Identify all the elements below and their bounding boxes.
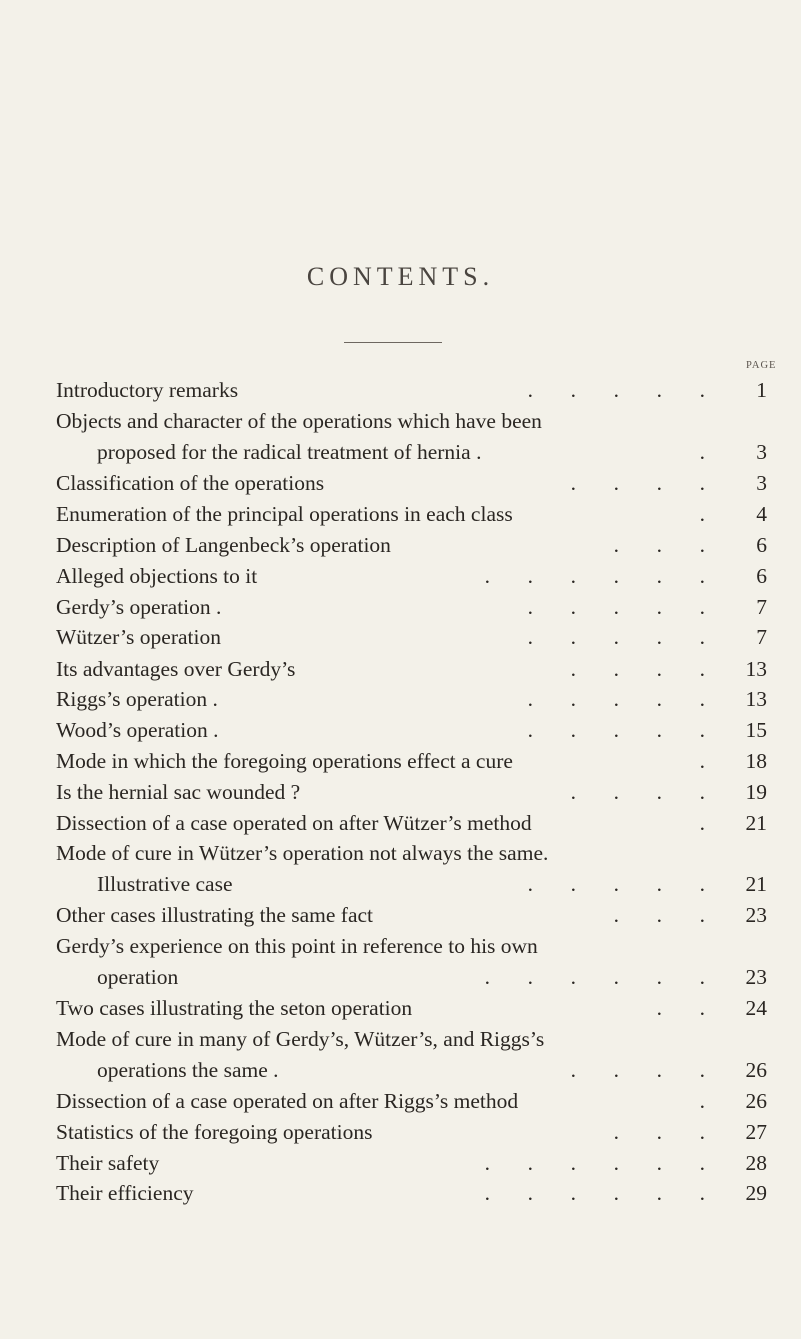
toc-leader-dots: . . . . . . bbox=[484, 965, 705, 989]
toc-leader-dots: . . . . bbox=[570, 657, 705, 681]
toc-entry-title: Alleged objections to it bbox=[56, 564, 258, 588]
toc-entry-title: Mode in which the foregoing operations effect a cure bbox=[56, 749, 513, 773]
toc-page-number: 7 bbox=[756, 595, 767, 619]
toc-page-number: 7 bbox=[756, 625, 767, 649]
toc-entry-title: Mode of cure in Wützer’s operation not always the same. bbox=[56, 841, 549, 865]
toc-page-number: 27 bbox=[745, 1120, 767, 1144]
toc-entry-title: Illustrative case bbox=[97, 872, 233, 896]
toc-page-number: 3 bbox=[756, 471, 767, 495]
toc-entry bbox=[0, 467, 801, 499]
toc-page-number: 19 bbox=[745, 780, 767, 804]
toc-entry bbox=[0, 529, 801, 561]
toc-leader-dots: . . . . . . bbox=[484, 1151, 705, 1175]
toc-entry-title: Description of Langenbeck’s operation bbox=[56, 533, 391, 557]
toc-page-number: 29 bbox=[745, 1181, 767, 1205]
toc-page-number: 13 bbox=[745, 687, 767, 711]
toc-page-number: 6 bbox=[756, 533, 767, 557]
toc-page-number: 26 bbox=[745, 1089, 767, 1113]
toc-entry bbox=[0, 560, 801, 592]
toc-leader-dots: . bbox=[699, 749, 705, 773]
toc-entry bbox=[0, 930, 801, 962]
toc-page-number: 28 bbox=[745, 1151, 767, 1175]
title-rule bbox=[344, 342, 442, 343]
toc-entry-title: Their safety bbox=[56, 1151, 160, 1175]
toc-entry bbox=[0, 807, 801, 839]
toc-entry-title: Wützer’s operation bbox=[56, 625, 221, 649]
toc-page-number: 21 bbox=[745, 811, 767, 835]
toc-page-number: 26 bbox=[745, 1058, 767, 1082]
toc-entry bbox=[0, 374, 801, 406]
toc-leader-dots: . . bbox=[656, 996, 705, 1020]
toc-entry bbox=[0, 961, 801, 993]
toc-page-number: 4 bbox=[756, 502, 767, 526]
toc-page-number: 3 bbox=[756, 440, 767, 464]
toc-leader-dots: . . . . . bbox=[527, 687, 705, 711]
toc-page-number: 13 bbox=[745, 657, 767, 681]
toc-leader-dots: . . . . . bbox=[527, 378, 705, 402]
toc-entry-title: Wood’s operation . bbox=[56, 718, 219, 742]
toc-page-number: 1 bbox=[756, 378, 767, 402]
toc-leader-dots: . . . . . bbox=[527, 872, 705, 896]
toc-leader-dots: . . . . . . bbox=[484, 564, 705, 588]
page-title: CONTENTS. bbox=[306, 262, 495, 291]
toc-leader-dots: . bbox=[699, 440, 705, 464]
toc-entry-title: Dissection of a case operated on after Wützer’s method bbox=[56, 811, 532, 835]
toc-entry bbox=[0, 1116, 801, 1148]
toc-page-number: 18 bbox=[745, 749, 767, 773]
toc-entry bbox=[0, 837, 801, 869]
toc-entry-title: operations the same . bbox=[97, 1058, 279, 1082]
page-column-label: PAGE bbox=[746, 360, 777, 371]
toc-page-number: 21 bbox=[745, 872, 767, 896]
toc-entry bbox=[0, 992, 801, 1024]
toc-entry bbox=[0, 776, 801, 808]
toc-entry-title: Statistics of the foregoing operations bbox=[56, 1120, 373, 1144]
toc-page-number: 15 bbox=[745, 718, 767, 742]
toc-entry bbox=[0, 745, 801, 777]
toc-leader-dots: . bbox=[699, 502, 705, 526]
toc-entry bbox=[0, 899, 801, 931]
toc-leader-dots: . . . bbox=[613, 1120, 705, 1144]
toc-leader-dots: . . . . . bbox=[527, 625, 705, 649]
toc-entry-title: Introductory remarks bbox=[56, 378, 239, 402]
toc-entry bbox=[0, 1177, 801, 1209]
toc-entry-title: Dissection of a case operated on after Riggs’s method bbox=[56, 1089, 519, 1113]
toc-page-number: 6 bbox=[756, 564, 767, 588]
toc-entry bbox=[0, 1085, 801, 1117]
toc-entry-title: Classification of the operations bbox=[56, 471, 325, 495]
toc-entry-title: Gerdy’s experience on this point in reference to his own bbox=[56, 934, 538, 958]
toc-entry bbox=[0, 498, 801, 530]
toc-leader-dots: . . . . . bbox=[527, 595, 705, 619]
toc-leader-dots: . . . bbox=[613, 533, 705, 557]
toc-entry bbox=[0, 621, 801, 653]
toc-entry-title: Riggs’s operation . bbox=[56, 687, 218, 711]
toc-leader-dots: . . . . bbox=[570, 1058, 705, 1082]
toc-entry bbox=[0, 868, 801, 900]
toc-entry-title: Its advantages over Gerdy’s bbox=[56, 657, 296, 681]
toc-entry bbox=[0, 405, 801, 437]
toc-entry-title: Enumeration of the principal operations in each class bbox=[56, 502, 513, 526]
toc-entry bbox=[0, 436, 801, 468]
toc-entry bbox=[0, 653, 801, 685]
toc-entry bbox=[0, 1147, 801, 1179]
toc-entry bbox=[0, 683, 801, 715]
toc-entry-title: Is the hernial sac wounded ? bbox=[56, 780, 301, 804]
toc-leader-dots: . bbox=[699, 1089, 705, 1113]
toc-leader-dots: . . . . . bbox=[527, 718, 705, 742]
toc-entry-title: Two cases illustrating the seton operation bbox=[56, 996, 413, 1020]
toc-entry bbox=[0, 1023, 801, 1055]
toc-page-number: 23 bbox=[745, 965, 767, 989]
toc-page-number: 24 bbox=[745, 996, 767, 1020]
toc-leader-dots: . bbox=[699, 811, 705, 835]
toc-leader-dots: . . . . bbox=[570, 471, 705, 495]
toc-page-number: 23 bbox=[745, 903, 767, 927]
toc-entry-title: Gerdy’s operation . bbox=[56, 595, 222, 619]
toc-entry-title: operation bbox=[97, 965, 179, 989]
toc-leader-dots: . . . . bbox=[570, 780, 705, 804]
toc-leader-dots: . . . bbox=[613, 903, 705, 927]
toc-entry-title: Objects and character of the operations which have been bbox=[56, 409, 542, 433]
toc-leader-dots: . . . . . . bbox=[484, 1181, 705, 1205]
toc-entry-title: proposed for the radical treatment of hernia . bbox=[97, 440, 482, 464]
toc-entry-title: Their efficiency bbox=[56, 1181, 194, 1205]
toc-entry bbox=[0, 591, 801, 623]
toc-entry-title: Mode of cure in many of Gerdy’s, Wützer’s, and Riggs’s bbox=[56, 1027, 545, 1051]
toc-entry bbox=[0, 1054, 801, 1086]
toc-entry bbox=[0, 714, 801, 746]
toc-entry-title: Other cases illustrating the same fact bbox=[56, 903, 374, 927]
